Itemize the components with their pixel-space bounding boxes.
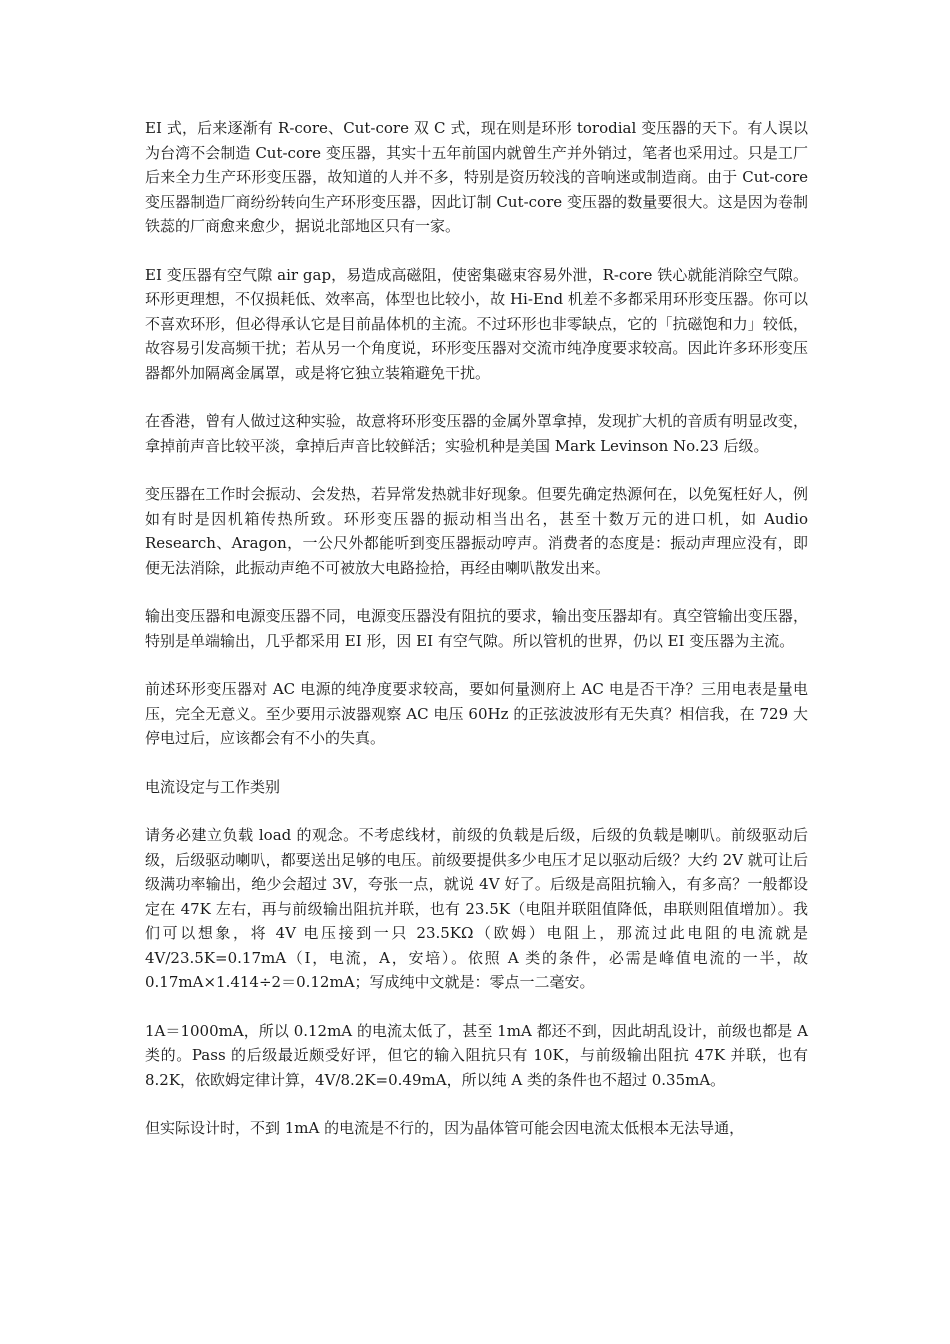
paragraph-design-current: 但实际设计时，不到 1mA 的电流是不行的，因为晶体管可能会因电流太低根本无法导通， bbox=[145, 1119, 745, 1137]
document-body bbox=[145, 116, 808, 1165]
paragraph-load-concept: 请务必建立负载 load 的观念。不考虑线材，前级的负载是后级，后级的负载是喇叭。前级驱动后级，后级驱动喇叭，都要送出足够的电压。前级要提供多少电压才足以驱动后级？大约 2V 就可让后级满功率输出，绝少会超过 3V，夸张一点，就说 4V 好了。后级是高阻抗输入，有多高？一般都设定在 47K 左右，再与前级输出阻抗并联，也有 23.5K（电阻并联阻值降低，串联则阻值增加）。我们可以想象，将 4V 电压接到一只 23.5KΩ（欧姆）电阻上，那流过此电阻的电流就是 4V/23.5K=0.17mA（I，电流，A，安培）。依照 A 类的条件，必需是峰值电流的一半，故 0.17mA×1.414÷2＝0.12mA；写成纯中文就是：零点一二毫安。 bbox=[145, 826, 808, 991]
section-heading: 电流设定与工作类别 bbox=[145, 777, 281, 796]
paragraph-hong-kong-experiment: 在香港，曾有人做过这种实验，故意将环形变压器的金属外罩拿掉，发现扩大机的音质有明显改变，拿掉前声音比较平淡，拿掉后声音比较鲜活；实验机种是美国 Mark Levinson No.23 后级。 bbox=[145, 412, 808, 455]
paragraph-ei-air-gap: EI 变压器有空气隙 air gap，易造成高磁阻，使密集磁束容易外泄，R-core 铁心就能消除空气隙。环形更理想，不仅损耗低、效率高，体型也比较小，故 Hi-End 机差不多都采用环形变压器。你可以不喜欢环形，但必得承认它是目前晶体机的主流。不过环形也非零缺点，它的「抗磁饱和力」较低，故容易引发高频干扰；若从另一个角度说，环形变压器对交流市纯净度要求较高。因此许多环形变压器都外加隔离金属罩，或是将它独立装箱避免干扰。 bbox=[145, 265, 808, 382]
paragraph-cut-core: EI 式，后来逐渐有 R-core、Cut-core 双 C 式，现在则是环形 torodial 变压器的天下。有人误以为台湾不会制造 Cut-core 变压器，其实十五年前国内就曾生产并外销过，笔者也采用过。只是工厂后来全力生产环形变压器，故知道的人并不多，特别是资历较浅的音响迷或制造商。由于 Cut-core 变压器制造厂商纷纷转向生产环形变压器，因此订制 Cut-core 变压器的数量要很大。这是因为卷制铁蕊的厂商愈来愈少，据说北部地区只有一家。 bbox=[145, 119, 808, 235]
paragraph-output-transformer: 输出变压器和电源变压器不同，电源变压器没有阻抗的要求，输出变压器却有。真空管输出变压器，特别是单端输出，几乎都采用 EI 形，因 EI 有空气隙。所以管机的世界，仍以 EI 变压器为主流。 bbox=[145, 607, 808, 650]
paragraph-vibration: 变压器在工作时会振动、会发热，若异常发热就非好现象。但要先确定热源何在，以免冤枉好人，例如有时是因机箱传热所致。环形变压器的振动相当出名，甚至十数万元的进口机，如 Audio Research、Aragon，一公尺外都能听到变压器振动哼声。消费者的态度是：振动声理应没有，即便无法消除，此振动声绝不可被放大电路捡拾，再经由喇叭散发出来。 bbox=[145, 485, 808, 577]
paragraph-ac-purity: 前述环形变压器对 AC 电源的纯净度要求较高，要如何量测府上 AC 电是否干净？三用电表是量电压，完全无意义。至少要用示波器观察 AC 电压 60Hz 的正弦波波形有无失真？相信我，在 729 大停电过后，应该都会有不小的失真。 bbox=[145, 680, 808, 747]
paragraph-current-low: 1A＝1000mA，所以 0.12mA 的电流太低了，甚至 1mA 都还不到，因此胡乱设计，前级也都是 A 类的。Pass 的后级最近颇受好评，但它的输入阻抗只有 10K，与前级输出阻抗 47K 并联，也有 8.2K，依欧姆定律计算，4V/8.2K=0.49mA，所以纯 A 类的条件也不超过 0.35mA。 bbox=[145, 1021, 808, 1089]
